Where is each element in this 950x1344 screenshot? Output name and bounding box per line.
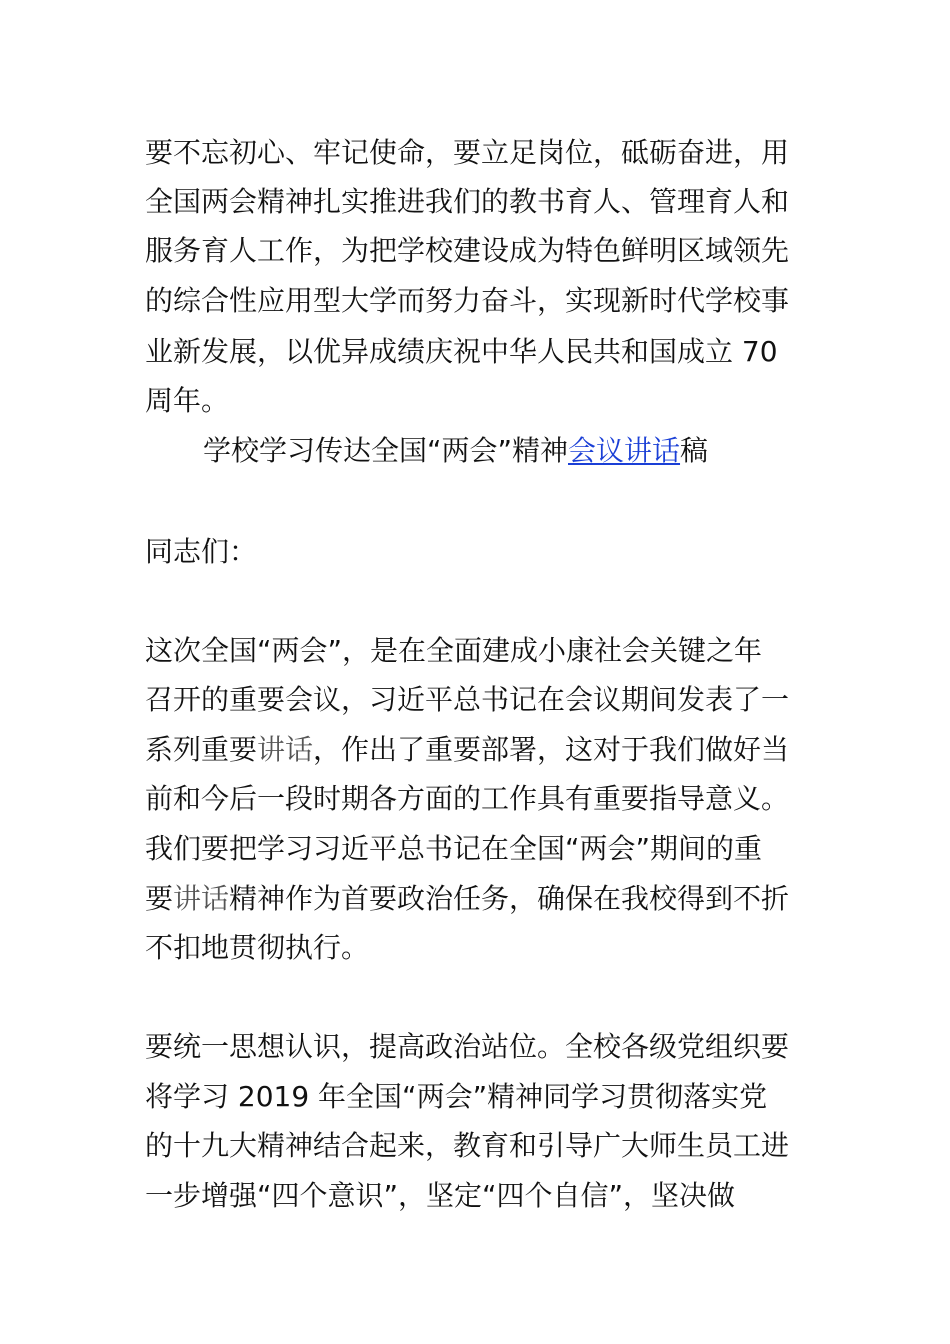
- intro-line: 服务育人工作，为把学校建设成为特色鲜明区域领先: [145, 234, 790, 267]
- intro-line: 周年。: [145, 384, 230, 417]
- intro-line: 要不忘初心、牢记使命，要立足岗位，砥砺奋进，用: [145, 136, 790, 169]
- intro-line: 全国两会精神扎实推进我们的教书育人、管理育人和: [145, 185, 790, 218]
- paragraph2-line: 要统一思想认识，提高政治站位。全校各级党组织要: [145, 1030, 790, 1063]
- title-suffix: 稿: [680, 434, 709, 467]
- title-link[interactable]: 会议讲话: [568, 434, 681, 467]
- keyword-link[interactable]: 讲话: [173, 882, 230, 915]
- paragraph2-line: 将学习 2019 年全国“两会”精神同学习贯彻落实党: [145, 1080, 768, 1113]
- salutation: 同志们：: [145, 535, 258, 568]
- title-prefix: 学校学习传达全国“两会”精神: [203, 434, 569, 467]
- text-run: 系列重要: [145, 733, 258, 766]
- paragraph1-line: 不扣地贯彻执行。: [145, 931, 370, 964]
- paragraph2-line: 一步增强“四个意识”，坚定“四个自信”，坚决做: [145, 1179, 736, 1212]
- paragraph1-line: 前和今后一段时期各方面的工作具有重要指导意义。: [145, 782, 790, 815]
- paragraph1-line: [145, 874, 789, 923]
- intro-line: 的综合性应用型大学而努力奋斗，实现新时代学校事: [145, 284, 790, 317]
- paragraph1-line: 我们要把学习习近平总书记在全国“两会”期间的重: [145, 832, 763, 865]
- paragraph1-line: [145, 725, 789, 774]
- text-run: 精神作为首要政治任务，确保在我校得到不折: [229, 882, 790, 915]
- text-run: ，作出了重要部署，这对于我们做好当: [313, 733, 790, 766]
- document-title: [203, 426, 708, 475]
- paragraph1-line: 召开的重要会议，习近平总书记在会议期间发表了一: [145, 683, 790, 716]
- keyword-link[interactable]: 讲话: [257, 733, 314, 766]
- intro-line: 业新发展，以优异成绩庆祝中华人民共和国成立 70: [145, 335, 778, 368]
- text-run: 要: [145, 882, 174, 915]
- paragraph1-line: 这次全国“两会”，是在全面建成小康社会关键之年: [145, 634, 763, 667]
- paragraph2-line: 的十九大精神结合起来，教育和引导广大师生员工进: [145, 1129, 790, 1162]
